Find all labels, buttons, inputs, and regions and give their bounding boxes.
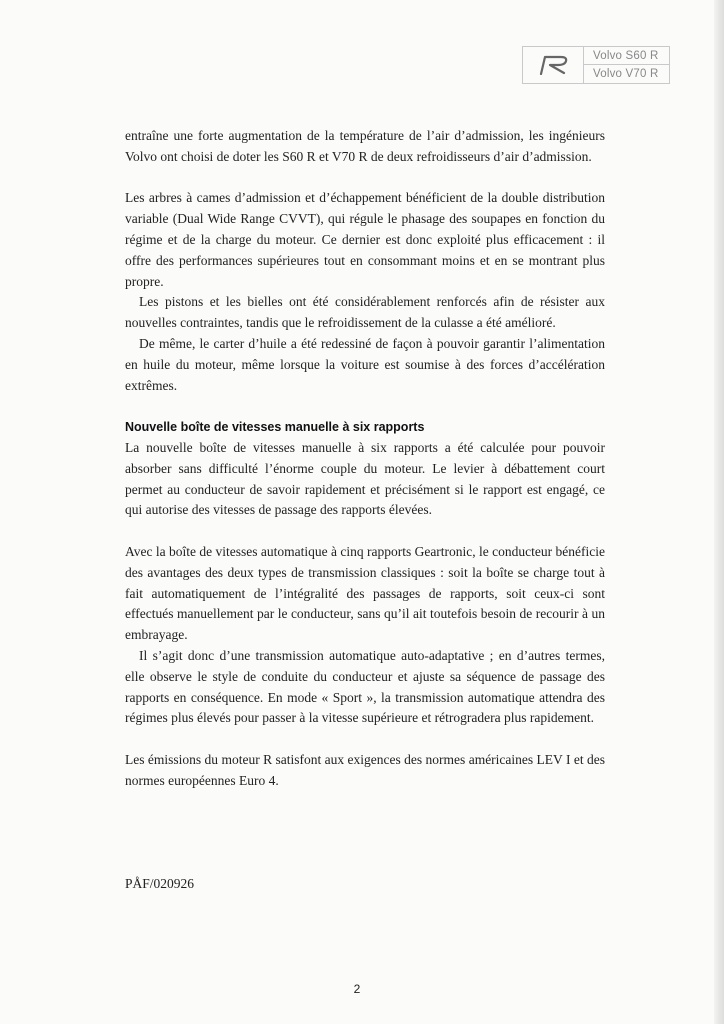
paragraph-adaptive: Il s’agit donc d’une transmission automatique auto-adaptative ; en d’autres termes, elle observe le style de conduite du conducteur et ajuste sa séquence de passage des rapports en conséquence. En mode « Sport », la transmission automatique attendra des régimes plus élevés pour passer à la vitesse supérieure et rétrogradera plus rapidement. [125, 647, 605, 726]
logo-cell [523, 47, 584, 83]
paragraph-emissions: Les émissions du moteur R satisfont aux exigences des normes américaines LEV I et des normes européennes Euro 4. [125, 751, 605, 788]
page-edge-shadow [714, 0, 724, 1024]
paragraph-camshafts: Les arbres à cames d’admission et d’échappement bénéficient de la double distribution variable (Dual Wide Range CVVT), qui régule le phasage des soupapes en fonction du régime et de la charge du moteur. Ce dernier est donc exploité plus efficacement : il offre des performances supérieures tout en consommant moins et en se montrant plus propre. [125, 190, 605, 289]
header-model-box [522, 46, 670, 84]
volvo-r-logo-icon [536, 55, 570, 75]
paragraph-intake-air: entraîne une forte augmentation de la température de l’air d’admission, les ingénieurs Volvo ont choisi de doter les S60 R et V70 R de deux refroidisseurs d’air d’admission. [125, 128, 605, 164]
paragraph-oil-sump: De même, le carter d’huile a été redessiné de façon à pouvoir garantir l’alimentation en huile du moteur, même lorsque la voiture est soumise à des forces d’accélération extrêmes. [125, 335, 605, 393]
model-label-v70r: Volvo V70 R [593, 68, 659, 80]
document-reference: PÅF/020926 [125, 876, 195, 891]
model-label-s60r: Volvo S60 R [584, 47, 669, 65]
document-body [125, 126, 605, 792]
section-heading-manual-gearbox: Nouvelle boîte de vitesses manuelle à six rapports [125, 420, 425, 435]
page-number: 2 [353, 982, 361, 996]
paragraph-manual-gearbox: La nouvelle boîte de vitesses manuelle à six rapports a été calculée pour pouvoir absorber sans difficulté l’énorme couple du moteur. Le levier à débattement court permet au conducteur de savoir rapidement et précisément si le rapport est engagé, ce qui autorise des vitesses de passage des rapports élevées. [125, 439, 605, 518]
paragraph-pistons: Les pistons et les bielles ont été considérablement renforcés afin de résister aux nouvelles contraintes, tandis que le refroidissement de la culasse a été amélioré. [125, 294, 605, 331]
paragraph-geartronic: Avec la boîte de vitesses automatique à cinq rapports Geartronic, le conducteur bénéficie des avantages des deux types de transmission classiques : soit la boîte se charge tout à fait automatiquement de l’intégralité des passages de rapports, soit ceux-ci sont effectués manuellement par le conducteur, sans qu’il ait toutefois besoin de recourir à un embrayage. [125, 543, 605, 643]
